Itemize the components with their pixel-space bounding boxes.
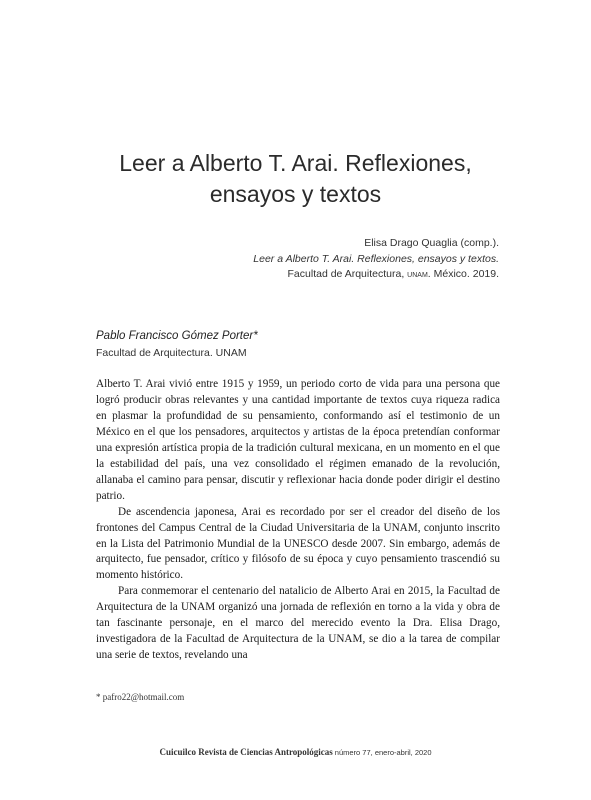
- author-affiliation: Facultad de Arquitectura. UNAM: [96, 347, 247, 359]
- reference-publisher-b: . México. 2019.: [427, 268, 499, 280]
- book-reference: [253, 236, 499, 283]
- title-line-2: ensayos y textos: [209, 181, 382, 207]
- author-name: Pablo Francisco Gómez Porter*: [96, 330, 258, 342]
- article-body: [96, 377, 500, 664]
- article-title: [0, 148, 591, 210]
- journal-issue: número 77, enero-abril, 2020: [334, 748, 432, 757]
- reference-book-title: Leer a Alberto T. Arai. Reflexiones, ensayos y textos.: [253, 252, 499, 265]
- page-footer: [0, 747, 591, 757]
- journal-name: Cuicuilco Revista de Ciencias Antropológicas: [159, 747, 333, 757]
- footnote-email: * pafro22@hotmail.com: [96, 692, 185, 702]
- reference-editor: Elisa Drago Quaglia (comp.).: [364, 237, 499, 249]
- title-line-1: Leer a Alberto T. Arai. Reflexiones,: [119, 150, 472, 176]
- reference-publisher-unam: unam: [407, 269, 428, 280]
- paragraph-1: Alberto T. Arai vivió entre 1915 y 1959, un periodo corto de vida para una persona que logró producir obras relevantes y una cantidad importante de textos cuya riqueza radica en plasmar la profundidad de su pensamiento, conformando así el testimonio de un México en el que los pensadores, arquitectos y artistas de la época pretendían conformar una expresión artística propia de la tradición cultural mexicana, en un momento en el que la estabilidad del país, una vez consolidado el régimen emanado de la revolución, allanaba el camino para pensar, discutir y reflexionar hacia donde poder dirigir el destino patrio.: [96, 378, 500, 502]
- paragraph-3: Para conmemorar el centenario del natalicio de Alberto Arai en 2015, la Facultad de Arquitectura de la UNAM organizó una jornada de reflexión en torno a la vida y obra de tan fascinante personaje, en el marco del merecido evento la Dra. Elisa Drago, investigadora de la Facultad de Arquitectura de la UNAM, se dio a la tarea de compilar una serie de textos, revelando una: [96, 585, 500, 662]
- reference-publisher-a: Facultad de Arquitectura,: [287, 268, 408, 280]
- reference-publisher: [253, 267, 499, 283]
- paragraph-2: De ascendencia japonesa, Arai es recordado por ser el creador del diseño de los frontones del Campus Central de la Ciudad Universitaria de la UNAM, conjunto inscrito en la Lista del Patrimonio Mundial de la UNESCO desde 2007. Sin embargo, además de arquitecto, fue pensador, crítico y filósofo de su época y cuyo pensamiento trascendió su momento histórico.: [96, 505, 500, 582]
